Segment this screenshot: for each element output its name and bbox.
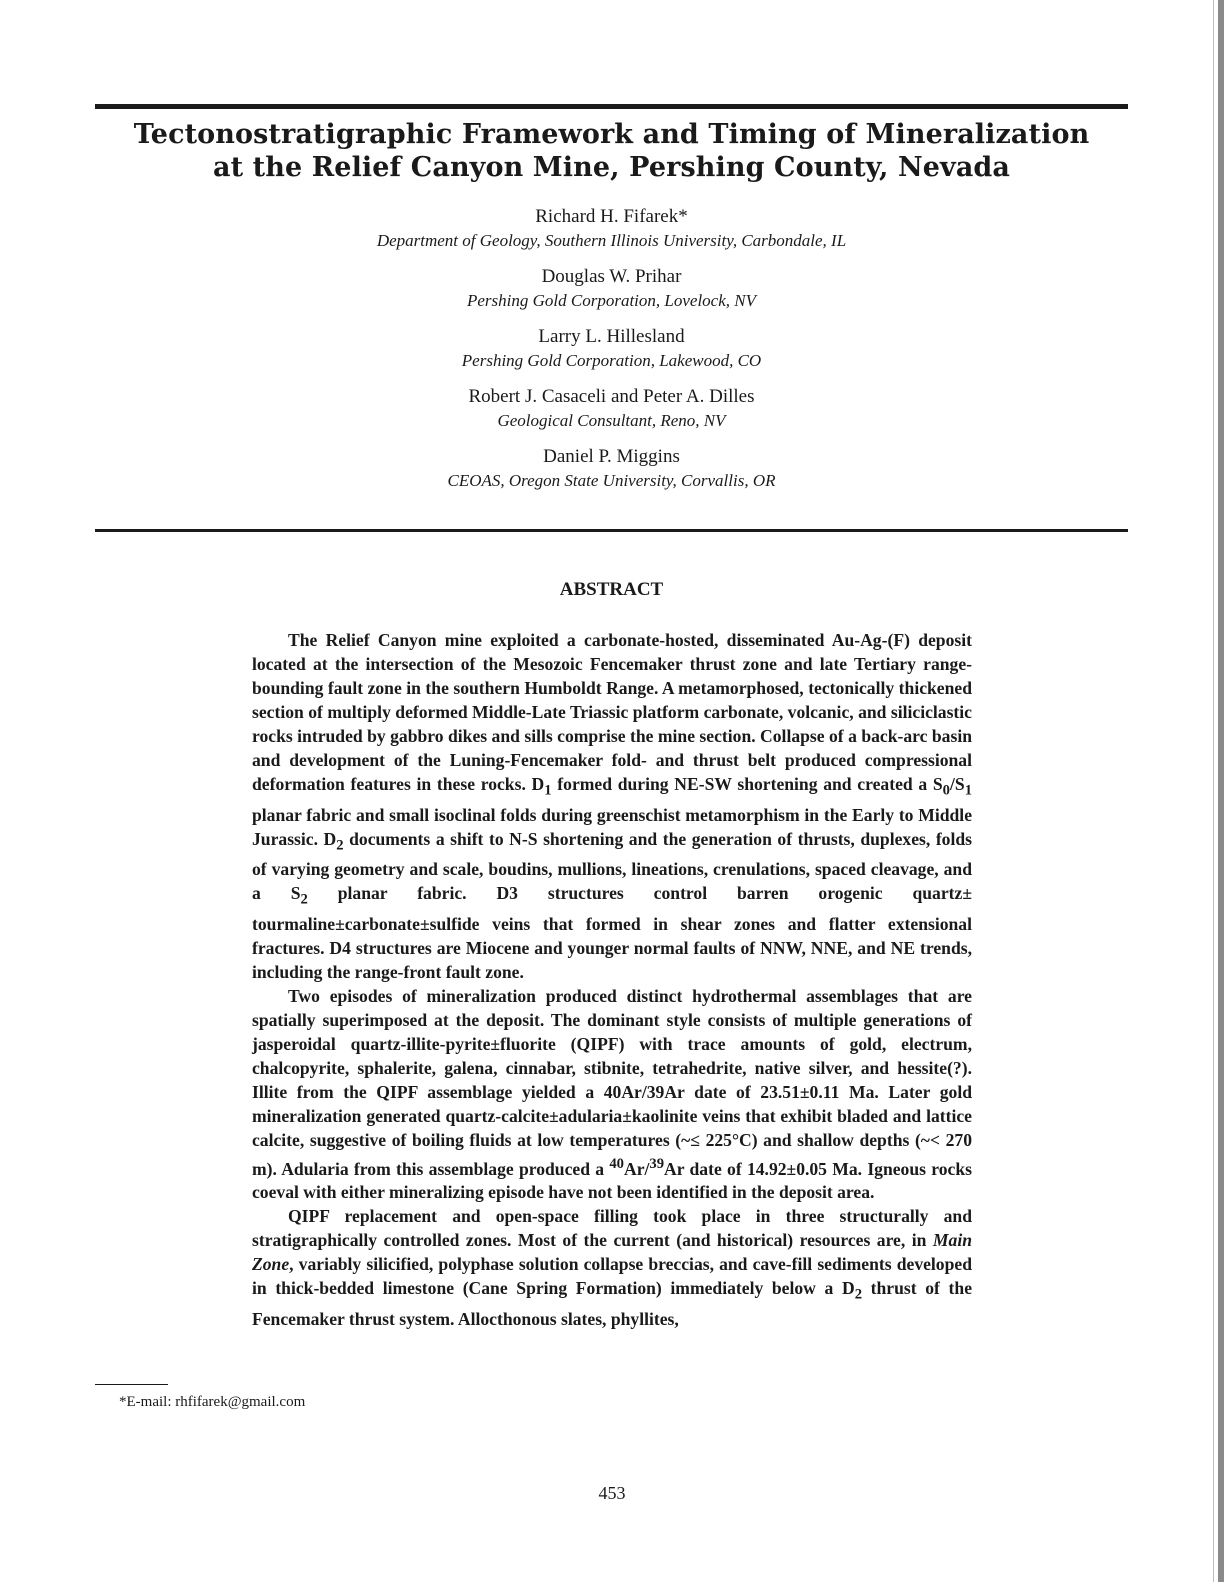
author-block <box>95 445 1128 493</box>
author-block <box>95 205 1128 253</box>
footnote-rule <box>95 1384 168 1385</box>
author-name: Douglas W. Prihar <box>541 266 682 287</box>
subscript: 2 <box>336 837 344 854</box>
text-run: planar fabric. D3 structures control barren orogenic quartz± tourmaline±carbonate±sulfide veins that formed in shear zones and flatter extensional fractures. D4 structures are Miocene and younger normal faults of NNW, NNE, and NE trends, including the range-front fault zone. <box>252 883 972 982</box>
title-line-1: Tectonostratigraphic Framework and Timing of Mineralization <box>133 119 1090 150</box>
abstract-paragraph-2 <box>252 984 972 1205</box>
text-run: documents a shift to N-S shortening and the generation of thrusts, duplexes, folds of varying geometry and scale, boudins, mullions, lineations, crenulations, spaced cleavage, and a S <box>252 828 972 904</box>
text-run: Two episodes of mineralization produced distinct hydrothermal assemblages that are spatially superimposed at the deposit. The dominant style consists of multiple generations of jasperoidal quartz-illite-pyrite±fluorite (QIPF) with trace amounts of gold, electrum, chalcopyrite, sphalerite, galena, cinnabar, stibnite, tetrahedrite, native silver, and hessite(?). Illite from the QIPF assemblage yielded a 40Ar/39Ar date of 23.51±0.11 Ma. Later gold mineralization generated quartz-calcite±adularia±kaolinite veins that exhibit bladed and lattice calcite, suggestive of boiling fluids at low temperatures (~≤ 225°C) and shallow depths (~< 270 m). Adularia from this assemblage produced a <box>252 985 972 1179</box>
page-edge-shade <box>1218 0 1224 1582</box>
author-affiliation: CEOAS, Oregon State University, Corvallis, OR <box>447 471 776 490</box>
abstract-paragraph-1 <box>252 628 972 984</box>
author-affiliation: Pershing Gold Corporation, Lakewood, CO <box>461 351 762 370</box>
author-block <box>95 325 1128 373</box>
text-run: QIPF replacement and open-space filling took place in three structurally and stratigraphically controlled zones. Most of the current (and historical) resources are, in <box>252 1206 972 1251</box>
subscript: 0 <box>942 782 950 799</box>
author-affiliation: Department of Geology, Southern Illinois University, Carbondale, IL <box>376 231 847 250</box>
author-list <box>95 205 1128 505</box>
page-edge-shadow <box>1208 0 1224 1582</box>
text-run: /S <box>950 774 965 794</box>
author-block <box>95 265 1128 313</box>
text-run: , variably silicified, polyphase solution collapse breccias, and cave-fill sediments developed in thick-bedded limestone (Cane Spring Formation) immediately below a D <box>252 1254 972 1299</box>
text-run: Ar/ <box>623 1158 650 1179</box>
text-run: Ar date of 14.92±0.05 Ma. Igneous rocks coeval with either mineralizing episode have not been identified in the deposit area. <box>252 1158 972 1203</box>
page-number: 453 <box>598 1483 626 1503</box>
subscript: 1 <box>964 782 973 799</box>
header-bottom-rule <box>95 529 1128 532</box>
superscript: 40 <box>609 1155 624 1172</box>
top-rule <box>95 104 1128 109</box>
author-affiliation: Geological Consultant, Reno, NV <box>497 411 726 430</box>
author-name: Richard H. Fifarek* <box>535 206 688 227</box>
paper-title <box>95 118 1128 184</box>
abstract-heading: ABSTRACT <box>559 579 664 600</box>
title-line-2: at the Relief Canyon Mine, Pershing County, Nevada <box>213 152 1010 183</box>
author-block <box>95 385 1128 433</box>
text-run: formed during NE-SW shortening and created a S <box>551 774 943 794</box>
subscript: 2 <box>854 1286 863 1303</box>
subscript: 1 <box>544 782 552 799</box>
superscript: 39 <box>649 1155 665 1172</box>
text-run: thrust of the Fencemaker thrust system. Allocthonous slates, phyllites, <box>252 1278 973 1329</box>
author-name: Daniel P. Miggins <box>543 446 680 467</box>
footnote-email: *E-mail: rhfifarek@gmail.com <box>119 1394 306 1410</box>
author-name: Robert J. Casaceli and Peter A. Dilles <box>468 386 755 407</box>
text-run: The Relief Canyon mine exploited a carbonate-hosted, disseminated Au-Ag-(F) deposit located at the intersection of the Mesozoic Fencemaker thrust zone and late Tertiary range-bounding fault zone in the southern Humboldt Range. A metamorphosed, tectonically thickened section of multiply deformed Middle-Late Triassic platform carbonate, volcanic, and siliciclastic rocks intruded by gabbro dikes and sills comprise the mine section. Collapse of a back-arc basin and development of the Luning-Fencemaker fold- and thrust belt produced compressional deformation features in these rocks. D <box>252 630 972 794</box>
abstract-paragraph-3 <box>252 1204 972 1331</box>
text-run: planar fabric and small isoclinal folds during greenschist metamorphism in the Early to Middle Jurassic. D <box>252 804 972 849</box>
subscript: 2 <box>300 891 308 908</box>
page-edge-line <box>1213 0 1214 1582</box>
author-affiliation: Pershing Gold Corporation, Lovelock, NV <box>467 291 756 310</box>
italic-term: Main Zone <box>252 1230 972 1275</box>
author-name: Larry L. Hillesland <box>538 326 685 347</box>
abstract-body <box>252 628 972 1331</box>
